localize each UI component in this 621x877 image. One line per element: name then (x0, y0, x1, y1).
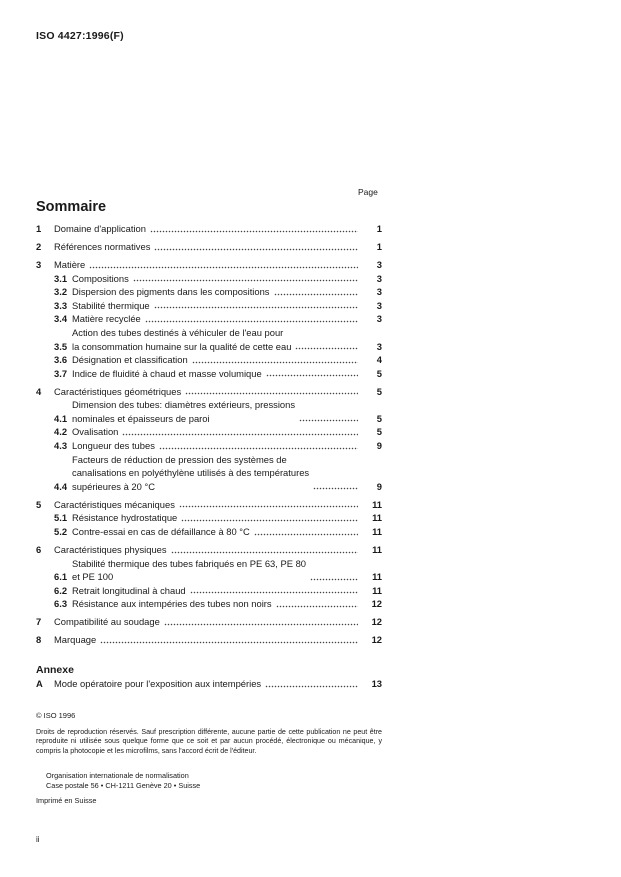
toc-entry-label: Références normatives (54, 240, 151, 252)
toc-entry-page: 11 (372, 512, 382, 524)
toc-entry-number: 4 (36, 385, 42, 397)
dot-leader (274, 293, 359, 296)
dot-leader (122, 433, 358, 436)
copyright-notice: © ISO 1996 (36, 711, 76, 720)
toc-entry-page: 11 (372, 526, 382, 538)
table-of-contents (36, 222, 382, 647)
toc-entry-number: 3.2 (54, 286, 68, 298)
publisher-block (46, 771, 200, 790)
toc-entry-number: 4.3 (54, 440, 68, 452)
toc-entry[interactable] (36, 557, 382, 584)
dot-leader (164, 623, 358, 626)
toc-entry-label: Indice de fluidité à chaud et masse volumique (72, 367, 262, 379)
toc-entry-number: 2 (36, 240, 42, 252)
dot-leader (276, 605, 358, 608)
toc-entry[interactable] (36, 439, 382, 453)
toc-entry[interactable] (36, 285, 382, 299)
toc-entry-label: Ovalisation (72, 426, 119, 438)
dot-leader (133, 279, 358, 282)
publisher-address: Case postale 56 • CH-1211 Genève 20 • Suisse (46, 780, 201, 790)
toc-entry[interactable] (36, 584, 382, 598)
toc-entry-number: 4.2 (54, 426, 68, 438)
toc-entry-page: 12 (371, 616, 382, 628)
toc-entry-label: Résistance hydrostatique (72, 512, 178, 524)
toc-entry-page: 3 (376, 313, 382, 325)
toc-entry-page: 1 (376, 223, 382, 234)
toc-entry-page: 13 (371, 678, 382, 689)
toc-entry-label: Dispersion des pigments dans les compositions (72, 286, 270, 298)
publisher-name: Organisation internationale de normalisation (46, 771, 189, 780)
dot-leader (192, 361, 358, 364)
dot-leader (154, 306, 358, 309)
toc-entry[interactable] (36, 222, 382, 236)
toc-entry-page: 5 (376, 412, 382, 424)
toc-entry-page: 11 (372, 544, 382, 556)
toc-entry-page: 11 (372, 571, 382, 583)
toc-entry[interactable] (36, 353, 382, 367)
toc-entry-number: 7 (36, 616, 42, 628)
toc-entry-number: A (36, 678, 43, 689)
toc-entry-page: 5 (376, 385, 382, 397)
toc-entry-page: 3 (376, 340, 382, 352)
dot-leader (100, 641, 358, 644)
dot-leader (159, 447, 358, 450)
toc-entry[interactable] (36, 299, 382, 313)
toc-entry-page: 1 (376, 240, 382, 252)
toc-entry-label: Marquage (54, 634, 97, 646)
printed-in: Imprimé en Suisse (36, 796, 97, 805)
toc-entry-label: Caractéristiques géométriques (54, 385, 182, 397)
toc-entry-annex-a[interactable] (36, 677, 382, 691)
toc-entry-page: 3 (376, 299, 382, 311)
toc-entry-page: 12 (371, 634, 382, 646)
toc-entry-page: 3 (376, 286, 382, 298)
dot-leader (179, 505, 358, 508)
toc-entry-label: Stabilité thermique des tubes fabriqués en PE 63, PE 80 et PE 100 (72, 557, 306, 583)
toc-entry-page: 3 (376, 258, 382, 270)
dot-leader (295, 347, 358, 350)
toc-entry[interactable] (36, 425, 382, 439)
toc-entry[interactable] (36, 312, 382, 326)
dot-leader (266, 374, 358, 377)
toc-entry-number: 5 (36, 498, 42, 510)
toc-entry-number: 3.7 (54, 367, 68, 379)
toc-entry-number: 3.6 (54, 354, 68, 366)
annex-title: Annexe (36, 664, 74, 676)
toc-entry-label: Compatibilité au soudage (54, 616, 160, 628)
toc-entry-label: Compositions (72, 272, 129, 284)
annex-section (36, 664, 382, 691)
toc-entry[interactable] (36, 326, 382, 353)
toc-entry-page: 4 (376, 354, 382, 366)
toc-entry-page: 3 (376, 272, 382, 284)
toc-entry[interactable] (36, 385, 382, 399)
dot-leader (310, 578, 358, 581)
toc-entry-label: Action des tubes destinés à véhiculer de l'eau pour la consommation humaine sur la qualité de cette eau (72, 326, 292, 352)
toc-entry-label: Stabilité thermique (72, 299, 150, 311)
toc-entry[interactable] (36, 240, 382, 254)
toc-entry-label: Résistance aux intempéries des tubes non noirs (72, 598, 272, 610)
toc-entry-number: 6.2 (54, 584, 68, 596)
toc-entry-number: 3.3 (54, 299, 68, 311)
toc-entry[interactable] (36, 272, 382, 286)
toc-entry-label: Dimension des tubes: diamètres extérieurs, pressions nominales et épaisseurs de paroi (72, 399, 296, 424)
page-column-label: Page (358, 187, 378, 197)
toc-entry[interactable] (36, 511, 382, 525)
toc-entry[interactable] (36, 525, 382, 539)
dot-leader (89, 266, 358, 269)
toc-entry-label: Mode opératoire pour l'exposition aux intempéries (54, 678, 262, 689)
toc-entry-label: Désignation et classification (72, 354, 188, 366)
toc-entry-label: Longueur des tubes (72, 440, 155, 452)
toc-entry-label: Caractéristiques mécaniques (54, 498, 175, 510)
toc-entry[interactable] (36, 633, 382, 647)
toc-entry-number: 1 (36, 223, 42, 234)
toc-entry-page: 11 (372, 498, 382, 510)
toc-entry-label: Contre-essai en cas de défaillance à 80 °C (72, 526, 250, 538)
toc-entry-number: 3.1 (54, 272, 68, 284)
toc-entry-page: 9 (376, 440, 382, 452)
page-number: ii (36, 835, 40, 844)
toc-entry[interactable] (36, 498, 382, 512)
toc-entry-number: 6 (36, 544, 42, 556)
toc-entry-page: 9 (376, 480, 382, 492)
dot-leader (299, 419, 358, 422)
toc-entry-label: Matière (54, 258, 86, 270)
contents-title: Sommaire (36, 199, 107, 215)
toc-entry-number: 4.1 (54, 412, 68, 424)
document-id: ISO 4427:1996(F) (36, 30, 124, 42)
dot-leader (171, 551, 358, 554)
toc-entry[interactable] (36, 597, 382, 611)
toc-entry-number: 3 (36, 258, 42, 270)
dot-leader (150, 230, 358, 233)
toc-entry-label: Facteurs de réduction de pression des systèmes de canalisations en polyéthylène utilisés à des températures supérieures à 20 °C (72, 453, 310, 492)
dot-leader (254, 533, 358, 536)
toc-entry[interactable] (36, 398, 382, 425)
toc-entry-number: 3.5 (54, 340, 68, 352)
toc-entry-label: Matière recyclée (72, 313, 141, 325)
toc-entry[interactable] (36, 258, 382, 272)
toc-entry-page: 5 (376, 367, 382, 379)
rights-statement: Droits de reproduction réservés. Sauf prescription différente, aucune partie de cette publication ne peut être reproduite ni utilisée sous quelque forme que ce soit et par aucun procédé, électronique ou mécanique, y compris la photocopie et les microfilms, sans l'accord écrit de l'éditeur. (36, 728, 382, 755)
toc-entry[interactable] (36, 367, 382, 381)
toc-entry-page: 11 (372, 584, 382, 596)
toc-entry-number: 6.3 (54, 598, 68, 610)
toc-entry-label: Caractéristiques physiques (54, 544, 167, 556)
dot-leader (265, 685, 358, 688)
dot-leader (154, 248, 358, 251)
dot-leader (313, 487, 358, 490)
toc-entry-number: 5.2 (54, 526, 68, 538)
toc-entry-number: 5.1 (54, 512, 68, 524)
dot-leader (181, 519, 358, 522)
dot-leader (145, 320, 358, 323)
toc-entry-number: 3.4 (54, 313, 68, 325)
toc-entry-page: 5 (376, 426, 382, 438)
toc-entry-number: 4.4 (54, 480, 68, 492)
dot-leader (190, 591, 358, 594)
toc-entry-label: Domaine d'application (54, 223, 146, 234)
toc-entry[interactable] (36, 615, 382, 629)
dot-leader (185, 392, 358, 395)
toc-entry[interactable] (36, 453, 382, 494)
toc-entry-number: 8 (36, 634, 42, 646)
toc-entry-page: 12 (371, 598, 382, 610)
toc-entry-number: 6.1 (54, 571, 68, 583)
toc-entry-label: Retrait longitudinal à chaud (72, 584, 186, 596)
toc-entry[interactable] (36, 543, 382, 557)
